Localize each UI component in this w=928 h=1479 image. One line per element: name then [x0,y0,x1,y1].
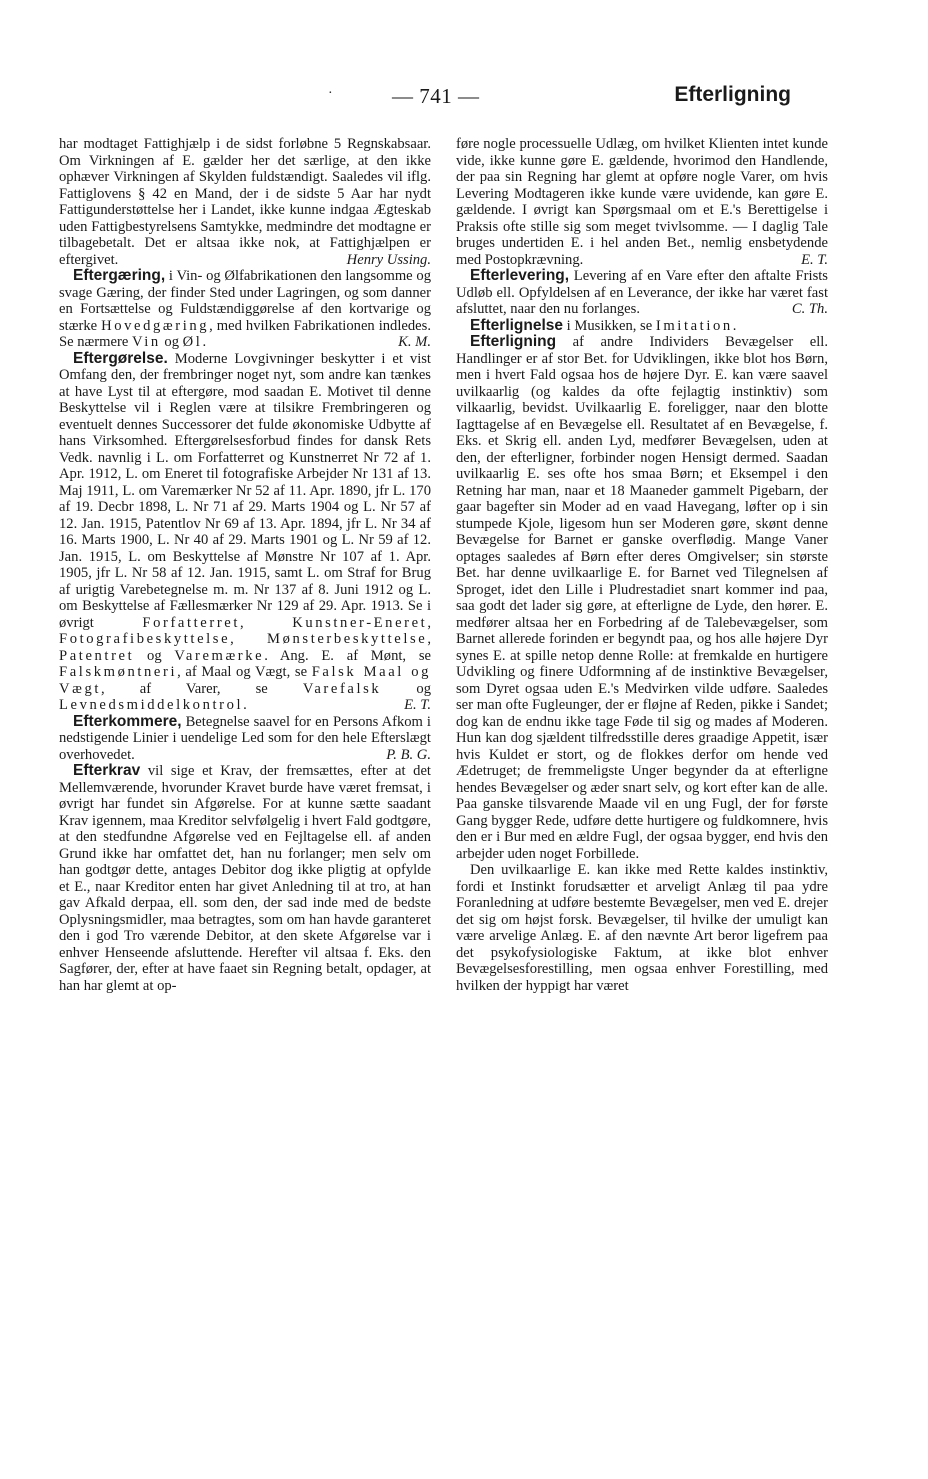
margin-dot: · [328,86,333,101]
right-column [456,136,828,994]
cross-reference: Levnedsmiddelkontrol [59,697,244,713]
cross-reference: Imitation [655,317,733,334]
cross-reference: Kunstner-Eneret [292,614,428,631]
left-column [59,136,431,994]
entry-efterligning [456,334,828,862]
entry-text: , af Maal og Vægt, se [177,664,312,680]
signature: P. B. G. [386,746,431,763]
headword: Eftergørelse. [73,349,168,367]
headword: Efterligning [470,333,557,350]
cross-reference: Øl [182,334,203,350]
entry-continuation [59,136,431,268]
entry-continuation [456,136,828,268]
entry-text: Levering af en Vare efter den aftalte Frists Udløb ell. Opfyldelsen af en Leverance, der ikke har været fast afsluttet, naar den nu forlanges. [456,268,828,317]
entry-text: . [732,317,737,334]
entry-text: i Musikken, se [563,317,656,334]
signature: K. M. [398,334,431,350]
signature: C. Th. [791,301,828,317]
entry-text: og [134,647,175,664]
entry-text: føre nogle processuelle Udlæg, om hvilket Klienten intet kunde vide, ikke kunne gøre E. gældende, hvorimod den Handlende, der paa sin Regning har glemt at opføre nogle Varer, om hvis Levering Modtageren ikke kunde være uvidende, kan gøre E. gældende. I øvrigt kan Spørgsmaal om et E.'s Berettigelse i Praksis ofte stille sig som meget tvivlsomme. — I daglig Tale bruges undertiden E. i hel anden Bet., nemlig ensbetydende med Postopkrævning. [456,136,828,268]
entry-text: Moderne Lovgivninger beskytter i et vist Omfang den, der frembringer noget nyt, som andre kan tænkes at have Lyst til at eftergøre, mod saadan E. Motivet til denne Beskyttelse vil i Reglen være at tilsikre Frembringeren og eventuelt dennes Successorer det fulde økonomiske Udbytte af hans Virksomhed. Eftergørelsesforbud findes for dansk Rets Vedk. navnlig i L. om Forfatterret og Kunstnerret Nr 72 af 1. Apr. 1912, L. om Eneret til fotografiske Arbejder Nr 131 af 13. Maj 1911, L. om Varemærker Nr 52 af 11. Apr. 1890, jfr L. 170 af 19. Decbr 1898, L. Nr 71 af 29. Marts 1904 og L. Nr 57 af 12. Jan. 1915, Patentlov Nr 69 af 13. Apr. 1894, jfr L. Nr 34 af 16. Marts 1900, L. Nr 40 af 29. Marts 1901 og L. Nr 59 af 12. Jan. 1915, L. om Beskyttelse af Mønstre Nr 107 af 1. Apr. 1905, jfr L. Nr 58 af 12. Jan. 1915, samt L. om Straf for Brug af urigtig Varebetegnelse m. m. Nr 137 af 8. Juni 1912 og L. om Beskyttelse af Fællesmærker Nr 129 af 29. Apr. 1913. Se i øvrigt [59,350,431,631]
entry-efterlignelse [456,318,828,335]
entry-efterkrav [59,763,431,994]
entry-text: . Ang. E. af Mønt, se [264,647,431,664]
entry-efterlevering [456,268,828,318]
entry-text: vil sige et Krav, der fremsættes, efter at det Mellemværende, hvorunder Kravet burde have været fremsat, i øvrigt har fundet sin Afgørelse. For at kunne sætte saadant Krav igennem, maa Kreditor selvfølgelig i hvert Fald godtgøre, at den stedfundne Afgørelse ved en Fejltagelse ell. af anden Grund ikke har omfattet det, han nu forlanger; men selv om han godtgør dette, antages Debitor dog ikke pligtig at opfylde et E., naar Kreditor enten har givet Anledning til at tro, at han gav Afkald derpaa, ell. som den, der sad inde med de bedste Oplysningsmidler, maa betragtes, som om han havde garanteret den i god Tro værende Debitor, at den skete Afgørelse var i enhver Henseende afsluttende. Herefter vil altsaa f. Eks. den Sagfører, der, efter at have faaet sin Regning betalt, opdager, at han har glemt at op- [59,763,431,994]
running-title: Efterligning [674,83,791,106]
headword: Efterlignelse [470,316,564,334]
headword: Efterlevering, [470,267,570,284]
entry-text: . [243,697,247,713]
signature: E. T. [801,251,828,268]
headword: Efterkommere, [73,712,182,730]
entry-text: Den uvilkaarlige E. kan ikke med Rette kaldes instinktiv, fordi et Instinkt forudsætter et arveligt Anlæg til paa ydre Foranledning at udføre bestemte Bevægelser, men ved E. drejer det sig om højst forsk. Bevægelser, til hvilke der umuligt kan være arvelige Anlæg. E. af den nævnte Art beror ligefrem paa det psykofysiologiske Faktum, at ikke blot enhver Bevægelsesforestilling, men ogsaa enhver Forestilling, med hvilken der hyppigt har været [456,862,828,994]
entry-efterligning-cont [456,862,828,994]
entry-text: , [240,614,293,631]
signature: Henry Ussing. [346,251,431,268]
entry-text: og [381,680,431,697]
cross-reference: Fotografibeskyttelse [59,631,231,647]
page-number: — 741 — [392,84,480,108]
entry-text: Betegnelse saavel for en Persons Afkom i nedstigende Linier i uendelige Led som for den hele Efterslægt overhovedet. [59,713,431,763]
cross-reference: Falskmøntneri [59,664,178,680]
entry-text: i Vin- og Ølfabrikationen den langsomme og svage Gæring, der finder Sted under Lagringen, og som danner en Fortsættelse og Fuldstændiggørelse af den kortvarige og stærke [59,268,431,334]
entry-text: , af Varer, se [101,680,303,697]
cross-reference: Varemærke [174,647,265,664]
cross-reference: Hovedgæring [101,317,210,334]
headword: Efterkrav [73,762,141,779]
entry-eftergaering [59,268,431,351]
entry-text: og [160,334,183,350]
cross-reference: Vin [131,334,161,350]
cross-reference: Forfatterret [142,614,241,631]
entry-text: af andre Individers Bevægelser ell. Handlinger er af stor Bet. for Udviklingen, ikke blot hos Børn, men i hvert Fald ogsaa hos de højere Dyr. E. kan være saavel uvilkaarlig (og kaldes da ofte fejlagtig instinktiv) som vilkaarlig, bevidst. Uvilkaarlig E. foreligger, naar den blotte Iagttagelse af en Bevægelse ell. Resultatet af en Bevægelse, f. Eks. et Skrig ell. anden Lyd, medfører Bevægelsen, uden at den, der efterligner, forbinder nogen Hensigt dermed. Saadan uvilkaarlig E. ses ofte hos smaa Børn; et Eksempel i den Retning har man, naar et 18 Maaneder gammelt Pigebarn, der gaar bagefter sin Moder ad en vaad Havegang, løfter op i sin stumpede Kjole, ligesom hun ser Moderen gøre, skønt denne Bevægelse for Barnet er ganske overflødig. Mange Vaner optages saaledes af Børn efter deres Omgivelser; sin største Bet. har denne uvilkaarlige E. for Barnet ved Tilegnelsen af Sproget, idet den Lille i Pludrestadiet snart kommer ind paa, saa godt det lader sig gøre, at efterligne de Lyde, den hører. E. medfører altsaa her en Forbedring af de Talebevægelser, som Barnet allerede forinden er begyndt paa, og hos alle højere Dyr synes E. at spille netop denne Rolle: at fremkalde en hurtigere Udvikling og finere Udformning af de instinktive Bevægelser, som Dyret ogsaa uden E.'s Medvirken vilde udføre. Saaledes ser man ofte Fugleunger, der er fløjne af Reden, pikke i Sandet; dog kan de endnu ikke tage Føde til sig og mades af Moderen. Hun kan dog sjældent tilfredsstille deres graadige Appetit, især hvis Kuldet er stort, og de flokkes derfor om hende ved Ædetruget; de fremmeligste Unger begynder da at efterligne hendes Bevægelser og æder snart selv, og kort efter kan de alle. Paa ganske tilsvarende Maade vil en ung Fugl, der for første Gang bygger Rede, udføre dette hurtigere og fuldkomnere, hvis den er i Bur med en ældre Fugl, der ogsaa bygger, end hvis den arbejder uden noget Forbillede. [456,334,828,862]
entry-efterkommere [59,714,431,764]
entry-eftergoerelse [59,351,431,714]
page-header [0,84,928,114]
entry-text: har modtaget Fattighjælp i de sidst forløbne 5 Regnskabsaar. Om Virkningen af E. gælder her det særlige, at den ikke ophæver Virkningen af Skylden fuldstændigt. Saaledes vil iflg. Fattiglovens § 42 en Mand, der i de sidste 5 Aar har nydt Fattigunderstøttelse her i Landet, ikke kunne indgaa Ægteskab uden Fattigbestyrelsens Samtykke, medmindre det modtagne er tilbagebetalt. Det er altsaa ikke nok, at Fattighjælpen er eftergivet. [59,136,431,268]
cross-reference: Falsk Maal og Vægt [59,664,431,697]
entry-text: , [427,614,431,631]
entry-text: , [427,631,431,647]
cross-reference: Varefalsk [302,680,382,697]
entry-text: , [230,631,268,647]
signature: E. T. [404,697,431,713]
cross-reference: Mønsterbeskyttelse [267,631,428,647]
entry-text: , med hvilken Fabrikationen indledes. Se nærmere [59,317,431,350]
cross-reference: Patentret [59,647,135,664]
entry-text: . [202,334,207,350]
headword: Eftergæring, [73,267,166,284]
